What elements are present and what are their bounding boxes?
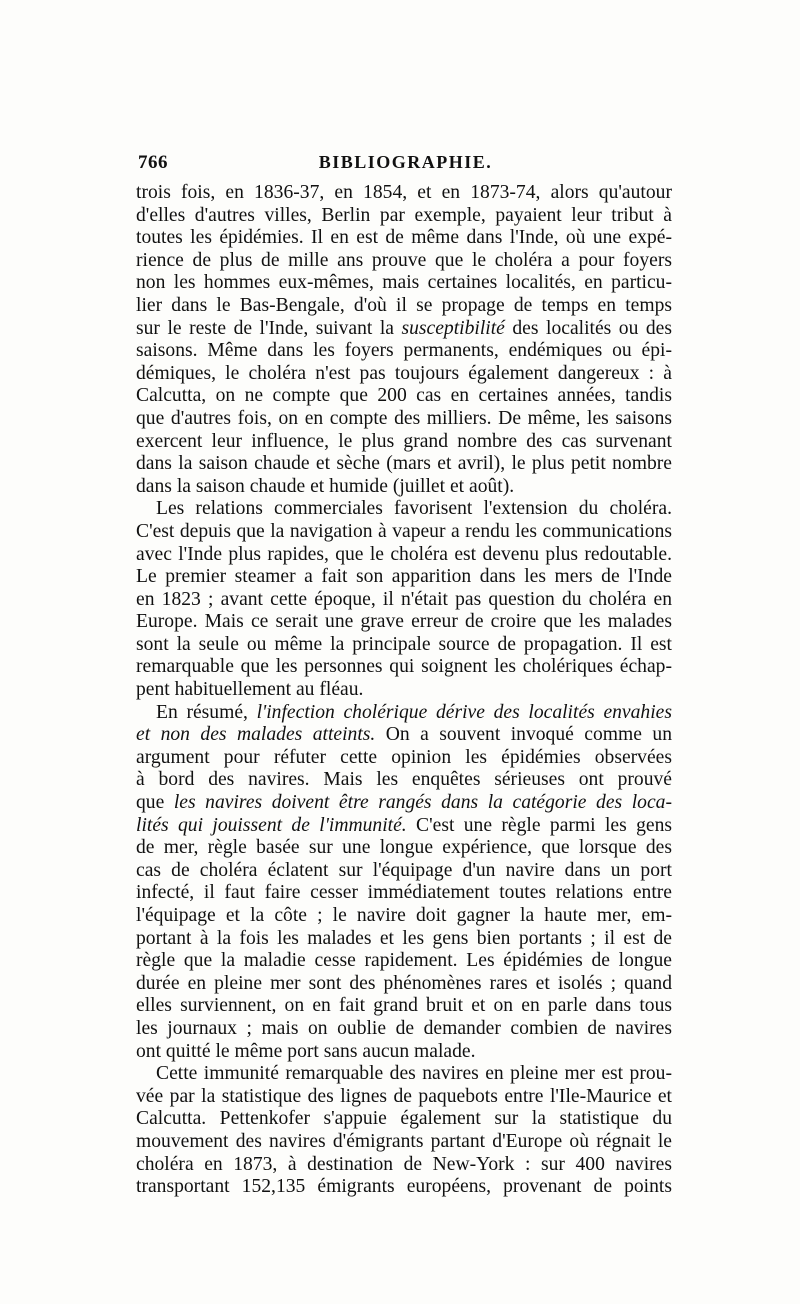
text-line: exercent leur influence, le plus grand nombre des cas survenant — [136, 430, 672, 452]
text-line: lier dans le Bas-Bengale, d'où il se propage de temps en temps — [136, 294, 672, 316]
text-line: infecté, il faut faire cesser immédiatement toutes relations entre — [136, 882, 672, 904]
text-line: toutes les épidémies. Il en est de même dans l'Inde, où une expé- — [136, 227, 672, 249]
text-line: que les navires doivent être rangés dans la catégorie des loca- — [136, 792, 672, 814]
text-line: durée en pleine mer sont des phénomènes rares et isolés ; quand — [136, 972, 672, 994]
text-line: sur le reste de l'Inde, suivant la susceptibilité des localités ou des — [136, 317, 672, 339]
page-number: 766 — [138, 152, 168, 173]
text-line: elles surviennent, on en fait grand bruit et on en parle dans tous — [136, 995, 672, 1017]
text-line: transportant 152,135 émigrants européens, provenant de points — [136, 1176, 672, 1198]
text-line: portant à la fois les malades et les gens bien portants ; il est de — [136, 927, 672, 949]
text-line: En résumé, l'infection cholérique dérive des localités envahies — [156, 701, 672, 723]
text-line: trois fois, en 1836-37, en 1854, et en 1873-74, alors qu'autour — [136, 182, 672, 203]
text-line: Calcutta. Pettenkofer s'appuie également sur la statistique du — [136, 1108, 672, 1130]
text-line: sont la seule ou même la principale source de propagation. Il est — [136, 633, 672, 655]
text-line: Europe. Mais ce serait une grave erreur de croire que les malades — [136, 611, 672, 633]
text-line: avec l'Inde plus rapides, que le choléra est devenu plus redoutable. — [136, 543, 672, 565]
italic-emphasis: susceptibilité — [401, 317, 505, 339]
text-line: pent habituellement au fléau. — [136, 679, 364, 701]
text-line: non les hommes eux-mêmes, mais certaines localités, en particu- — [136, 272, 672, 294]
text-line: remarquable que les personnes qui soignent les cholériques échap- — [136, 656, 672, 678]
text-line: vée par la statistique des lignes de paquebots entre l'Ile-Maurice et — [136, 1085, 672, 1107]
page-header — [138, 152, 673, 180]
text-line: saisons. Même dans les foyers permanents, endémiques ou épi- — [136, 340, 672, 362]
italic-emphasis: l'infection cholérique dérive des localités envahies — [256, 701, 672, 723]
italic-emphasis: et non des malades atteints. — [136, 724, 376, 746]
body-text — [136, 182, 672, 1199]
text-line: les journaux ; mais on oublie de demander combien de navires — [136, 1017, 672, 1039]
text-line: Calcutta, on ne compte que 200 cas en certaines années, tandis — [136, 385, 672, 407]
text-line: démiques, le choléra n'est pas toujours également dangereux : à — [136, 362, 672, 384]
text-line: Cette immunité remarquable des navires en pleine mer est prou- — [156, 1063, 672, 1085]
text-line: rience de plus de mille ans prouve que le choléra a pour foyers — [136, 249, 672, 271]
text-line: d'elles d'autres villes, Berlin par exemple, payaient leur tribut à — [136, 204, 672, 226]
text-line: ont quitté le même port sans aucun malade. — [136, 1040, 476, 1062]
text-line: argument pour réfuter cette opinion les épidémies observées — [136, 746, 672, 768]
running-head: BIBLIOGRAPHIE. — [318, 152, 493, 172]
text-line: choléra en 1873, à destination de New-York : sur 400 navires — [136, 1153, 672, 1175]
text-line: en 1823 ; avant cette époque, il n'était pas question du choléra en — [136, 588, 672, 610]
text-line: de mer, règle basée sur une longue expérience, que lorsque des — [136, 837, 672, 859]
text-line: cas de choléra éclatent sur l'équipage d'un navire dans un port — [136, 859, 672, 881]
text-line: dans la saison chaude et humide (juillet et août). — [136, 475, 515, 497]
text-line: règle que la maladie cesse rapidement. Les épidémies de longue — [136, 950, 672, 972]
text-line: mouvement des navires d'émigrants partant d'Europe où régnait le — [136, 1130, 672, 1152]
text-line: à bord des navires. Mais les enquêtes sérieuses ont prouvé — [136, 769, 672, 791]
text-line: lités qui jouissent de l'immunité. C'est une règle parmi les gens — [136, 814, 672, 836]
text-line: Les relations commerciales favorisent l'extension du choléra. — [156, 498, 672, 520]
text-line: l'équipage et la côte ; le navire doit gagner la haute mer, em- — [136, 905, 672, 926]
text-line: C'est depuis que la navigation à vapeur a rendu les communications — [136, 520, 672, 542]
italic-emphasis: lités qui jouissent de l'immunité. — [136, 814, 407, 836]
text-line: Le premier steamer a fait son apparition dans les mers de l'Inde — [136, 566, 672, 588]
text-line: et non des malades atteints. On a souvent invoqué comme un — [136, 724, 672, 746]
text-line: que d'autres fois, on en compte des milliers. De même, les saisons — [136, 407, 672, 429]
text-line: dans la saison chaude et sèche (mars et avril), le plus petit nombre — [136, 453, 672, 475]
italic-emphasis: les navires doivent être rangés dans la catégorie des loca- — [173, 792, 672, 814]
